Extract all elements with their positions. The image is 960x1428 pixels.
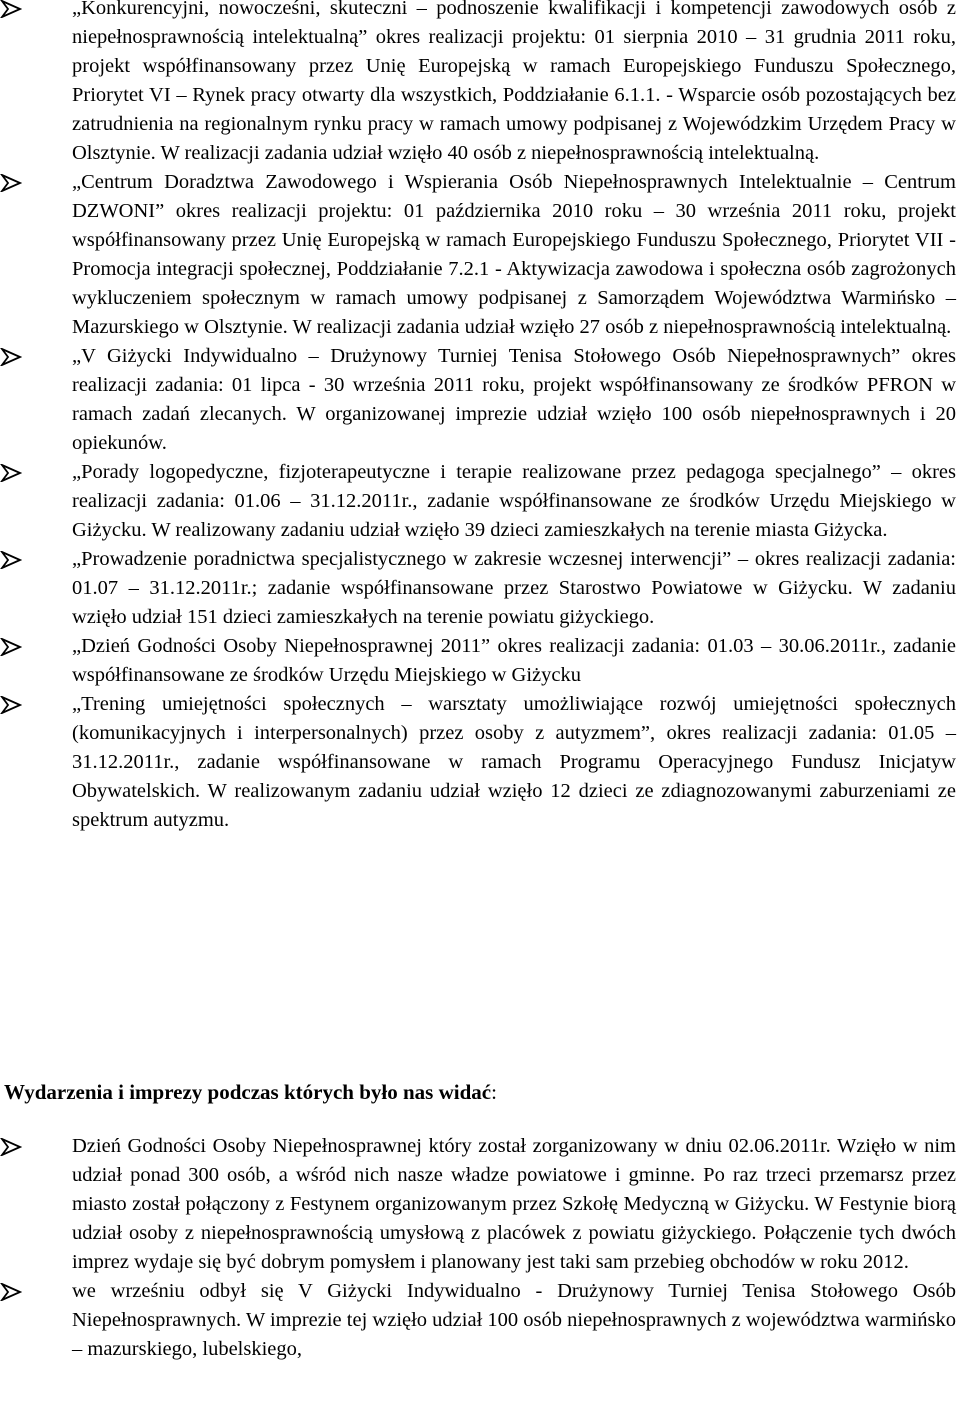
arrowhead-bullet-icon xyxy=(0,551,22,569)
list-item xyxy=(0,1277,956,1364)
arrowhead-bullet-icon xyxy=(0,464,22,482)
list-item-text: „Centrum Doradztwa Zawodowego i Wspierania Osób Niepełnosprawnych Intelektualnie – Centrum DZWONI” okres realizacji projektu: 01 października 2010 roku – 30 września 2011 roku, projekt współfinansowany przez Unię Europejską w ramach Europejskiego Funduszu Społecznego, Priorytet VII - Promocja integracji społecznej, Poddziałanie 7.2.1 - Aktywizacja zawodowa i społeczna osób zagrożonych wykluczeniem społecznym w ramach umowy podpisanej z Samorządem Województwa Warmińsko – Mazurskiego w Olsztynie. W realizacji zadania udział wzięło 27 osób z niepełnosprawnością intelektualną. xyxy=(72,171,956,338)
list-item-text: „Trening umiejętności społecznych – warsztaty umożliwiające rozwój umiejętności społecznych (komunikacyjnych i interpersonalnych) przez osoby z autyzmem”, okres realizacji zadania: 01.05 – 31.12.2011r., zadanie współfinansowane w ramach Programu Operacyjnego Fundusz Inicjatyw Obywatelskich. W realizowanym zadaniu udział wzięło 12 dzieci ze zdiagnozowanymi zaburzeniami ze spektrum autyzmu. xyxy=(72,693,956,831)
list-item-text: „Prowadzenie poradnictwa specjalistycznego w zakresie wczesnej interwencji” – okres realizacji zadania: 01.07 – 31.12.2011r.; zadanie współfinansowane przez Starostwo Powiatowe w Giżycku. W zadaniu wzięło udział 151 dzieci zamieszkałych na terenie powiatu giżyckiego. xyxy=(72,548,956,628)
arrowhead-bullet-icon xyxy=(0,1283,22,1301)
list-item-text: we wrześniu odbył się V Giżycki Indywidualno - Drużynowy Turniej Tenisa Stołowego Osób Niepełnosprawnych. W imprezie tej wzięło udział 100 osób niepełnosprawnych z województwa warmińsko – mazurskiego, lubelskiego, xyxy=(72,1280,956,1360)
list-item xyxy=(0,632,956,690)
arrowhead-bullet-icon xyxy=(0,696,22,714)
section-heading-colon: : xyxy=(491,1080,497,1104)
list-item xyxy=(0,545,956,632)
list-item xyxy=(0,342,956,458)
arrowhead-bullet-icon xyxy=(0,1138,22,1156)
list-item-text: Dzień Godności Osoby Niepełnosprawnej który został zorganizowany w dniu 02.06.2011r. Wzięło w nim udział ponad 300 osób, a wśród nich nasze władze powiatowe i gminne. Po raz trzeci przemarsz przez miasto został połączony z Festynem organizowanym przez Szkołę Medyczną w Giżycku. W Festynie biorą udział osoby z niepełnosprawnością umysłową z placówek z powiatu giżyckiego. Połączenie tych dwóch imprez wydaje się być dobrym pomysłem i planowany jest taki sam przebieg obchodów w roku 2012. xyxy=(72,1135,956,1273)
list-item-text: „Konkurencyjni, nowocześni, skuteczni – podnoszenie kwalifikacji i kompetencji zawodowych osób z niepełnosprawnością intelektualną” okres realizacji projektu: 01 sierpnia 2010 – 31 grudnia 2011 roku, projekt współfinansowany przez Unię Europejską w ramach Europejskiego Funduszu Społecznego, Priorytet VI – Rynek pracy otwarty dla wszystkich, Poddziałanie 6.1.1. - Wsparcie osób pozostających bez zatrudnienia na regionalnym rynku pracy w ramach umowy podpisanej z Wojewódzkim Urzędem Pracy w Olsztynie. W realizacji zadania udział wzięło 40 osób z niepełnosprawnością intelektualną. xyxy=(72,0,956,164)
list-item xyxy=(0,1132,956,1277)
list-item-text: „V Giżycki Indywidualno – Drużynowy Turniej Tenisa Stołowego Osób Niepełnosprawnych” okres realizacji zadania: 01 lipca - 30 września 2011 roku, projekt współfinansowany ze środków PFRON w ramach zadań zlecanych. W organizowanej imprezie udział wzięło 100 osób niepełnosprawnych i 20 opiekunów. xyxy=(72,345,956,454)
list-item-text: „Porady logopedyczne, fizjoterapeutyczne i terapie realizowane przez pedagoga specjalnego” – okres realizacji zadania: 01.06 – 31.12.2011r., zadanie współfinansowane ze środków Urzędu Miejskiego w Giżycku. W realizowany zadaniu udział wzięło 39 dzieci zamieszkałych na terenie miasta Giżycka. xyxy=(72,461,956,541)
events-list xyxy=(0,1132,956,1364)
section-heading-text: Wydarzenia i imprezy podczas których było nas widać xyxy=(4,1080,492,1104)
arrowhead-bullet-icon xyxy=(0,0,22,18)
section-heading xyxy=(4,1076,497,1108)
arrowhead-bullet-icon xyxy=(0,174,22,192)
list-item xyxy=(0,690,956,835)
arrowhead-bullet-icon xyxy=(0,348,22,366)
list-item xyxy=(0,0,956,168)
list-item xyxy=(0,168,956,342)
arrowhead-bullet-icon xyxy=(0,638,22,656)
list-item-text: „Dzień Godności Osoby Niepełnosprawnej 2011” okres realizacji zadania: 01.03 – 30.06.2011r., zadanie współfinansowane ze środków Urzędu Miejskiego w Giżycku xyxy=(72,635,956,686)
list-item xyxy=(0,458,956,545)
